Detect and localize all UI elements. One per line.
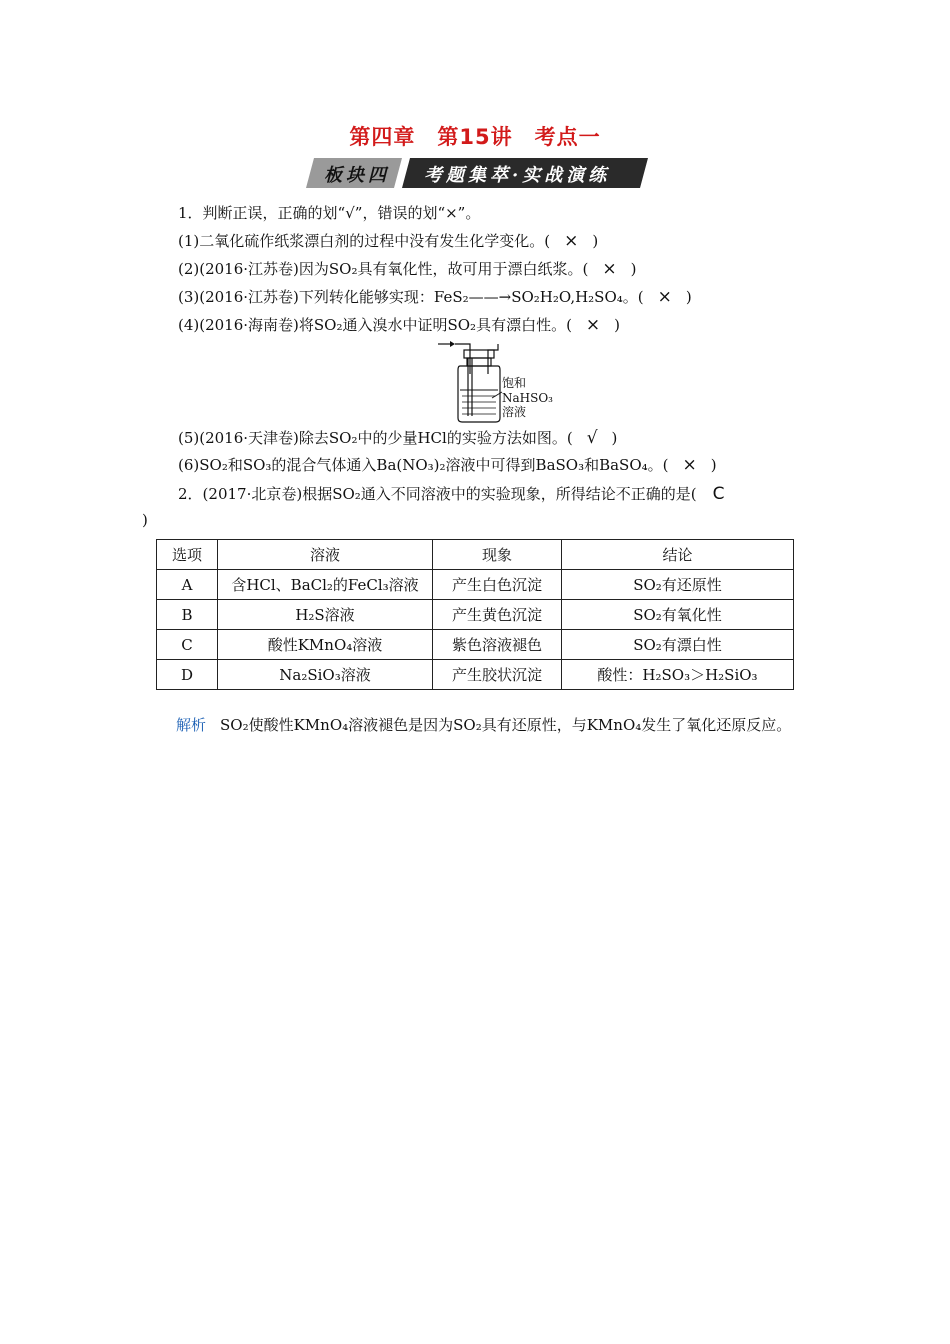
q1-item-text: (5)(2016·天津卷)除去SO₂中的少量HCl的实验方法如图。( <box>178 429 573 447</box>
table-cell: A <box>157 570 218 600</box>
page-title: 第四章 第15讲 考点一 <box>349 125 601 149</box>
table-cell: 含HCl、BaCl₂的FeCl₃溶液 <box>218 570 433 600</box>
q1-item-4: (4)(2016·海南卷)将SO₂通入溴水中证明SO₂具有漂白性。( × ) <box>178 315 621 335</box>
q1-stem: 1．判断正误，正确的划“√”，错误的划“×”。 <box>178 204 481 222</box>
table-cell: SO₂有氧化性 <box>562 600 794 630</box>
q2-stem: 2．(2017·北京卷)根据SO₂通入不同溶液中的实验现象，所得结论不正确的是( <box>178 485 697 503</box>
q1-item-2: (2)(2016·江苏卷)因为SO₂具有氧化性，故可用于漂白纸浆。( × ) <box>178 259 637 279</box>
q1-item-text: (4)(2016·海南卷)将SO₂通入溴水中证明SO₂具有漂白性。( <box>178 316 572 334</box>
table-cell: D <box>157 660 218 690</box>
table-row <box>157 600 794 630</box>
table-row <box>157 630 794 660</box>
table-cell: SO₂有漂白性 <box>562 630 794 660</box>
table-cell: 产生白色沉淀 <box>433 570 562 600</box>
figure-label-line-2: NaHSO₃ <box>502 391 553 405</box>
table-cell: SO₂有还原性 <box>562 570 794 600</box>
q1-item-text: (2)(2016·江苏卷)因为SO₂具有氧化性，故可用于漂白纸浆。( <box>178 260 589 278</box>
q1-item-5: (5)(2016·天津卷)除去SO₂中的少量HCl的实验方法如图。( √ ) <box>178 428 618 448</box>
figure-label-line-1: 饱和 <box>502 376 527 390</box>
table-cell: B <box>157 600 218 630</box>
table-header: 结论 <box>562 540 794 570</box>
answer-mark: × <box>657 287 672 307</box>
q1-item-3: (3)(2016·江苏卷)下列转化能够实现：FeS₂——→SO₂H₂O,H₂SO₄。( × ) <box>178 287 692 307</box>
table-cell: C <box>157 630 218 660</box>
analysis-text: SO₂使酸性KMnO₄溶液褪色是因为SO₂具有还原性，与KMnO₄发生了氧化还原反应。 <box>220 716 792 734</box>
q2-stem-line <box>178 484 725 504</box>
table-cell: H₂S溶液 <box>218 600 433 630</box>
analysis-tag: 解析 <box>176 716 207 734</box>
answer-mark: C <box>712 484 725 504</box>
answer-mark: × <box>585 315 601 335</box>
banner-left-label: 板块四 <box>324 165 390 186</box>
answer-mark: × <box>682 455 697 475</box>
q1-item-text: (3)(2016·江苏卷)下列转化能够实现：FeS₂——→SO₂H₂O,H₂SO₄。( <box>178 288 644 306</box>
q1-item-text: (1)二氧化硫作纸浆漂白剂的过程中没有发生化学变化。( <box>178 232 551 250</box>
banner-right-label: 考题集萃·实战演练 <box>424 165 611 186</box>
table-header-row <box>157 540 794 570</box>
table-row <box>157 570 794 600</box>
q1-item-1: (1)二氧化硫作纸浆漂白剂的过程中没有发生化学变化。( × ) <box>178 231 599 251</box>
table-cell: 产生胶状沉淀 <box>433 660 562 690</box>
answer-mark: √ <box>586 428 598 448</box>
analysis-line <box>176 714 791 735</box>
section-banner <box>306 156 648 190</box>
answer-mark: × <box>602 259 617 279</box>
table-cell: 紫色溶液褪色 <box>433 630 562 660</box>
table-header: 选项 <box>157 540 218 570</box>
answer-mark: × <box>564 231 579 251</box>
q1-item-text: (6)SO₂和SO₃的混合气体通入Ba(NO₃)₂溶液中可得到BaSO₃和BaSO₄。( <box>178 456 669 474</box>
table-cell: 酸性KMnO₄溶液 <box>218 630 433 660</box>
table-row <box>157 660 794 690</box>
table-header: 溶液 <box>218 540 433 570</box>
table-cell: Na₂SiO₃溶液 <box>218 660 433 690</box>
table-header: 现象 <box>433 540 562 570</box>
figure-label-line-3: 溶液 <box>502 405 527 419</box>
q1-item-6: (6)SO₂和SO₃的混合气体通入Ba(NO₃)₂溶液中可得到BaSO₃和BaSO₄。( × ) <box>178 455 717 475</box>
table-cell: 产生黄色沉淀 <box>433 600 562 630</box>
table-cell: 酸性：H₂SO₃＞H₂SiO₃ <box>562 660 794 690</box>
options-table <box>156 539 794 690</box>
gas-washing-bottle-figure <box>436 340 546 424</box>
q2-stem-close: ) <box>142 511 148 529</box>
